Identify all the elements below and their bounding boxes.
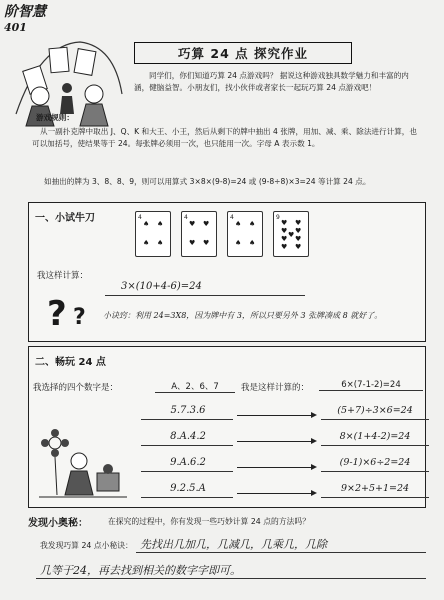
heart-icon: ♥ [189, 220, 196, 228]
heart-icon: ♥ [281, 243, 288, 251]
spade-icon: ♠ [249, 239, 256, 247]
spade-icon: ♠ [157, 239, 164, 247]
heart-icon: ♥ [295, 235, 302, 243]
secret-answer-line2: 几等于24，再去找到相关的数字字即可。 [40, 564, 241, 577]
example-text: 如抽出的牌为 3、8、8、9，则可以用算式 3×8×(9-8)=24 或 (9-8÷8)×3=24 等计算 24 点。 [44, 177, 371, 186]
heart-icon: ♥ [295, 227, 302, 235]
spade-icon: ♠ [235, 239, 242, 247]
heart-icon: ♥ [295, 243, 302, 251]
playing-card-2 [181, 211, 217, 257]
choice-numbers: A、2、6、7 [155, 380, 235, 393]
discover-question: 在探究的过程中，你有发现一些巧妙计算 24 点的方法吗？ [108, 517, 311, 526]
trick-text: 小诀窍：利用 24=3X8，因为牌中有 3，所以只要另外 3 张牌凑成 8 就好了。 [103, 311, 383, 320]
calc-label: 我这样计算： [37, 271, 89, 281]
choice-mid: 我是这样计算的： [241, 383, 310, 393]
heart-icon: ♥ [281, 235, 288, 243]
row4-numbers: 9.2.5.A [170, 483, 206, 494]
secret-underline-1 [136, 552, 426, 553]
row3-numbers: 9.A.6.2 [170, 457, 206, 468]
playing-card-4 [273, 211, 309, 257]
row3-calc: (9-1)×6÷2=24 [339, 457, 411, 468]
section-try-it [28, 202, 426, 342]
row4-calc: 9×2+5+1=24 [340, 483, 410, 494]
question-marks-icon: ? [47, 294, 67, 334]
section1-title: 一、小试牛刀 [35, 213, 95, 224]
heart-icon: ♥ [203, 239, 210, 247]
rules-text: 从一副扑克牌中取出 J、Q、K 和大王、小王，然后从剩下的牌中抽出 4 张牌，用加、减、乘、除法进行计算，也可以加括号，使结果等于 24。每张牌必须用一次，也只能用一次。字母 A 表示数 1。 [32, 127, 417, 148]
spade-icon: ♠ [235, 220, 242, 228]
page-title [134, 42, 352, 64]
section2-title: 二、畅玩 24 点 [35, 357, 106, 368]
heart-icon: ♥ [281, 227, 288, 235]
row4-underline [141, 497, 233, 498]
corner-label [4, 4, 46, 36]
row1-calc: (5+7)÷3×6=24 [337, 405, 413, 416]
discover-heading: 发现小奥秘： [28, 518, 88, 529]
secret-underline-2 [36, 578, 426, 579]
corner-label-line1: 阶智慧 [4, 4, 46, 20]
calc-answer: 3×(10+4-6)=24 [121, 281, 202, 292]
heart-icon: ♥ [189, 239, 196, 247]
section-enjoy-24 [28, 346, 426, 508]
question-marks-icon-small: ? [73, 305, 86, 330]
page-title-text: 巧算 24 点 探究作业 [178, 46, 308, 61]
card1-rank: 4 [138, 214, 142, 221]
row1-underline [141, 419, 233, 420]
playing-card-3 [227, 211, 263, 257]
secret-label: 我发现巧算 24 点小秘诀： [40, 541, 133, 550]
intro-paragraph: 同学们，你们知道巧算 24 点游戏吗？ 据说这种游戏独具数学魅力和丰富的内涵，健脑益智。小朋友们，找小伙伴或者家长一起玩巧算 24 点游戏吧！ [134, 71, 409, 92]
corner-label-line2: 401 [4, 21, 27, 34]
playing-card-1 [135, 211, 171, 257]
secret-answer-line1: 先找出几加几，几减几，几乘几，几除 [140, 538, 327, 551]
spade-icon: ♠ [143, 220, 150, 228]
card4-rank: 9 [276, 214, 280, 221]
spade-icon: ♠ [143, 239, 150, 247]
flower-kid-illustration [35, 425, 131, 503]
card2-rank: 4 [184, 214, 188, 221]
heart-icon: ♥ [295, 219, 302, 227]
card3-rank: 4 [230, 214, 234, 221]
rules-heading: 游戏规则： [36, 113, 74, 122]
spade-icon: ♠ [249, 220, 256, 228]
arrow-icon [237, 493, 315, 494]
heart-icon: ♥ [203, 220, 210, 228]
row2-numbers: 8.A.4.2 [170, 431, 206, 442]
spade-icon: ♠ [157, 220, 164, 228]
arrow-icon [237, 441, 315, 442]
arrow-icon [237, 467, 315, 468]
heart-icon: ♥ [288, 231, 295, 239]
row2-underline [141, 445, 233, 446]
heart-icon: ♥ [281, 219, 288, 227]
choice-calc: 6×(7-1-2)=24 [319, 380, 423, 391]
row3-calc-underline [321, 471, 429, 472]
row2-calc: 8×(1+4-2)=24 [339, 431, 411, 442]
arrow-icon [237, 415, 315, 416]
row4-calc-underline [321, 497, 429, 498]
row2-calc-underline [321, 445, 429, 446]
choice-lead: 我选择的四个数字是： [33, 383, 119, 393]
answer-underline [105, 295, 305, 296]
row1-numbers: 5.7.3.6 [170, 405, 206, 416]
row3-underline [141, 471, 233, 472]
row1-calc-underline [321, 419, 429, 420]
